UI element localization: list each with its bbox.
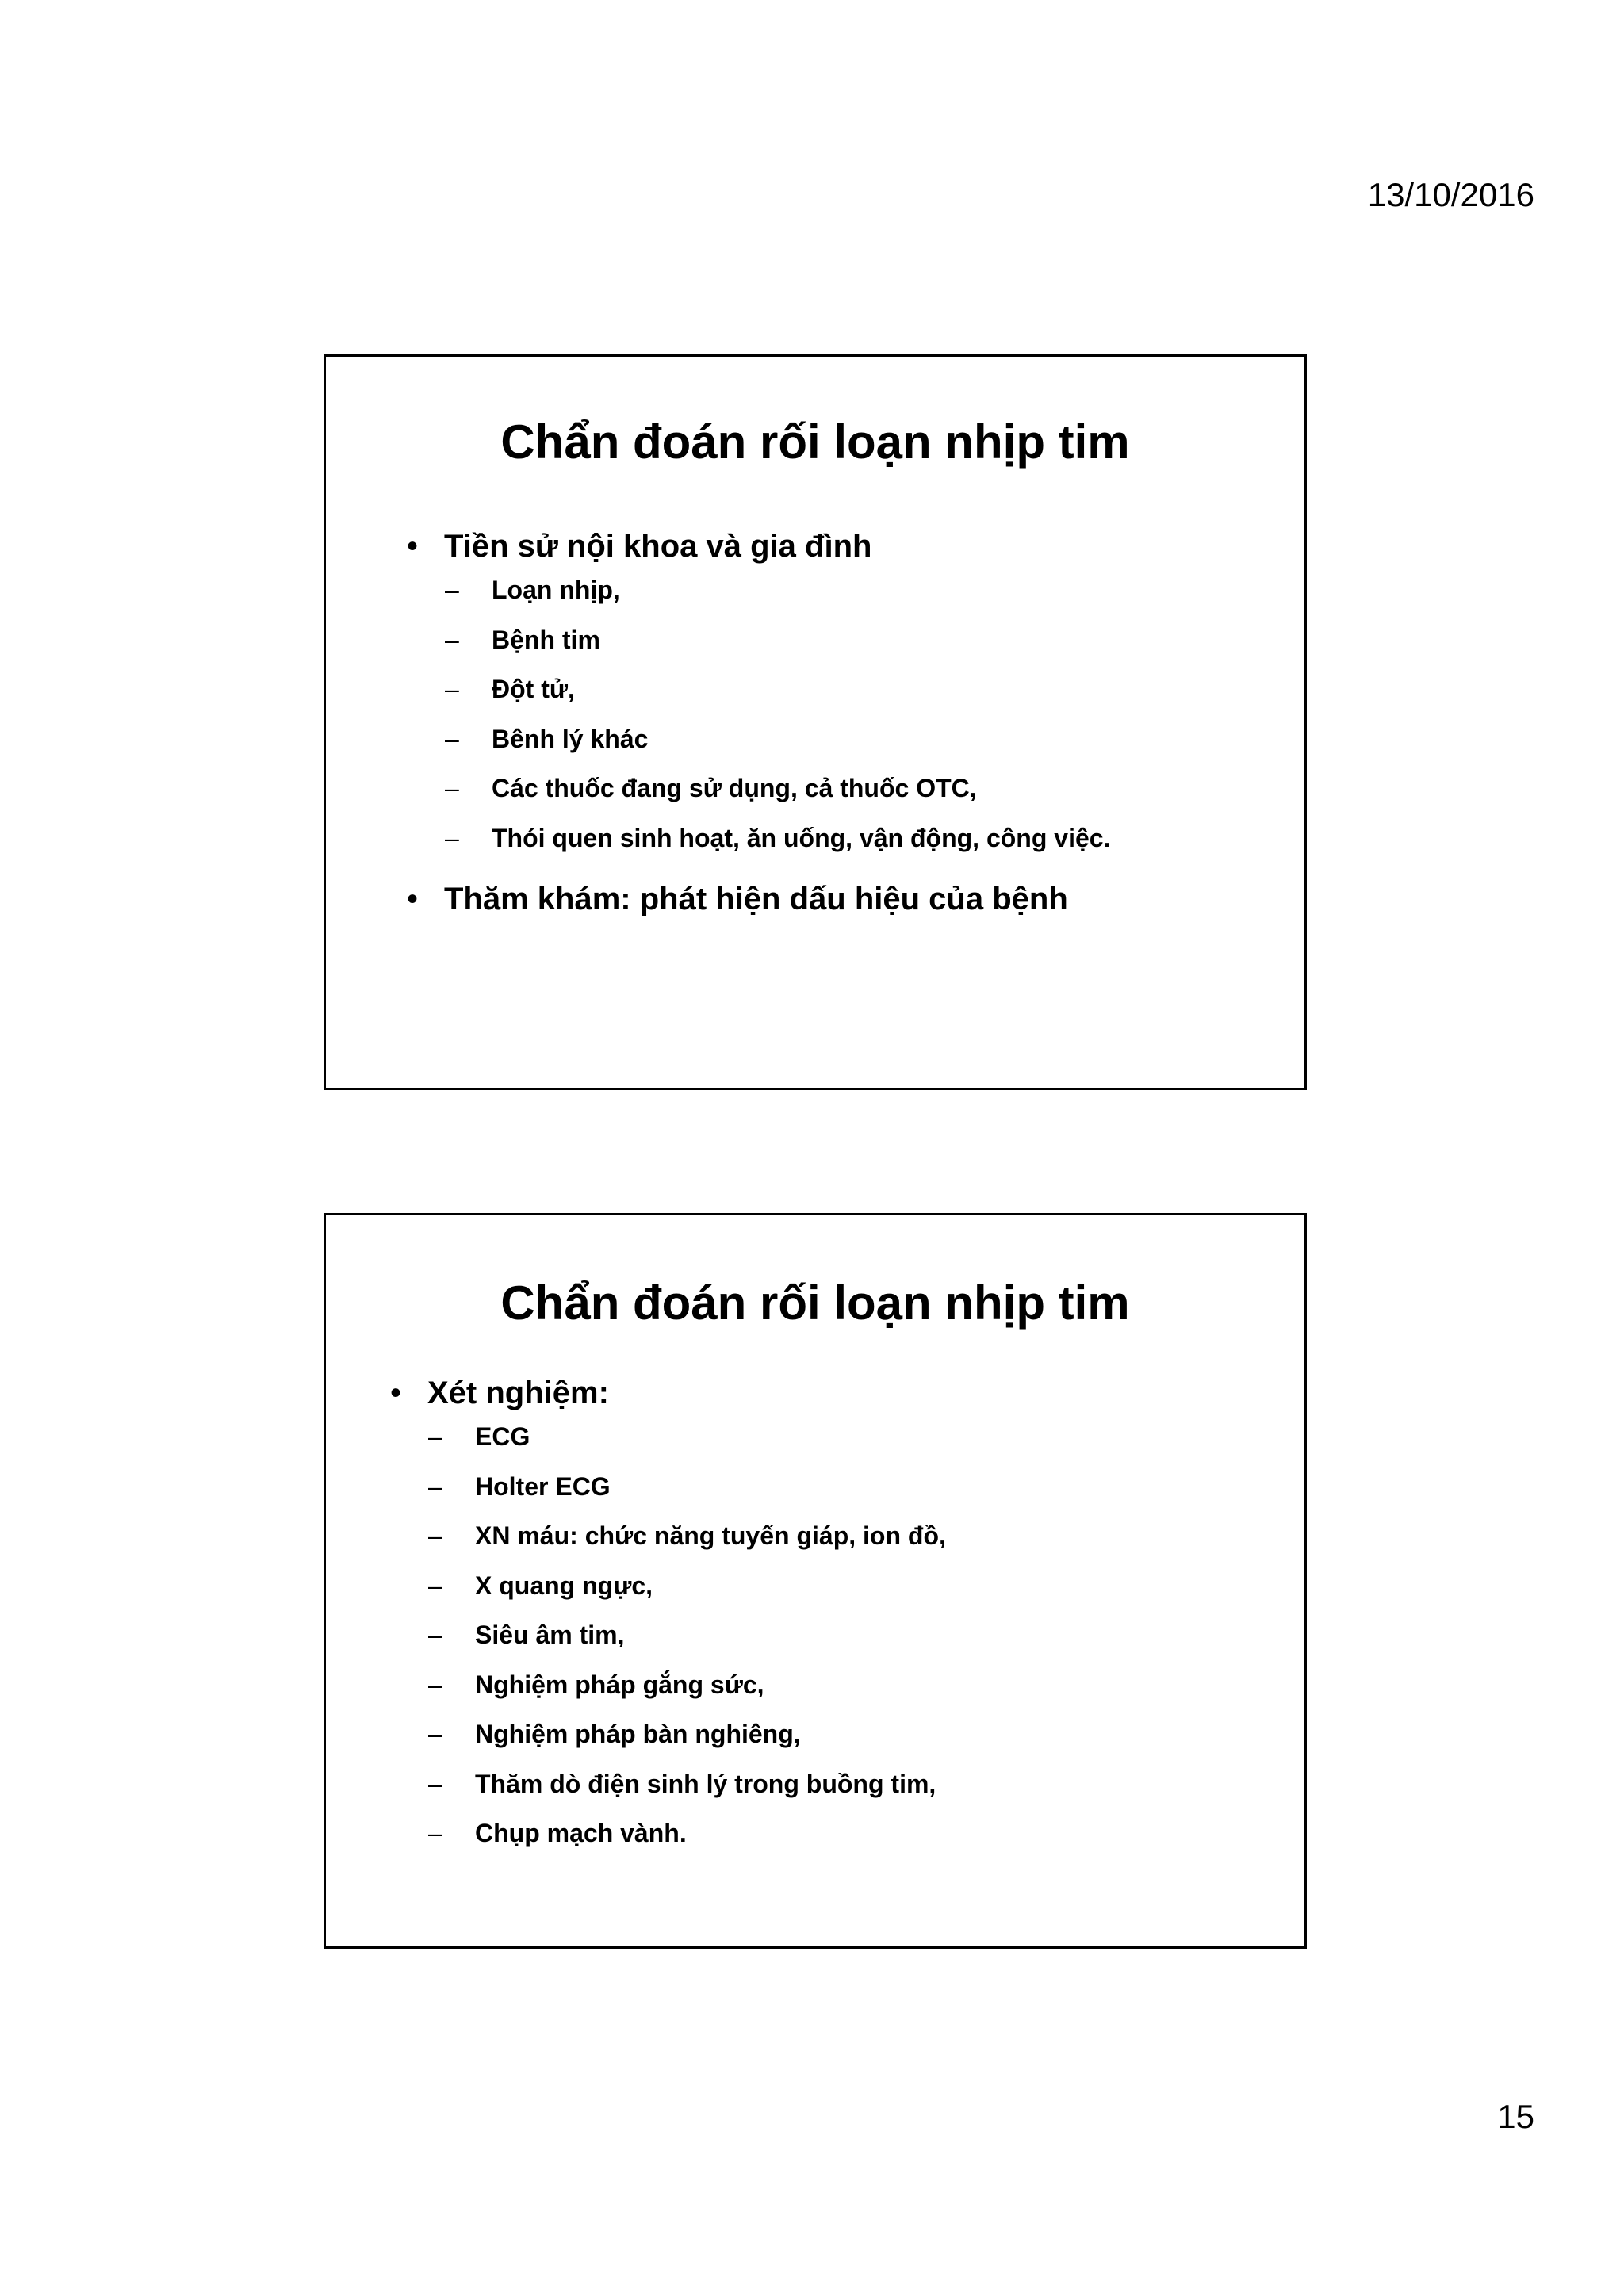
sub-item-text: X quang ngực, [475,1571,653,1600]
slide-2 [324,1213,1307,1949]
dash-icon: – [445,576,459,604]
bullet-text: Thăm khám: phát hiện dấu hiệu của bệnh [444,882,1068,916]
sub-item [428,1767,1304,1817]
sub-item-text: Đột tử, [492,675,575,703]
dash-icon: – [428,1521,442,1550]
dash-icon: – [445,724,459,753]
sub-item [428,1618,1304,1668]
dash-icon: – [445,625,459,654]
bullet-dot-icon: • [407,882,419,916]
sub-item [428,1569,1304,1619]
bullet-text: Tiền sử nội khoa và gia đình [444,529,872,564]
sub-item-text: Nghiệm pháp bàn nghiêng, [475,1720,801,1748]
sub-item-text: Chụp mạch vành. [475,1819,687,1847]
dash-icon: – [445,675,459,703]
sub-item [445,722,1304,772]
page-date: 13/10/2016 [1367,176,1534,213]
sub-item [428,1668,1304,1718]
dash-icon: – [428,1720,442,1748]
sub-item [428,1717,1304,1767]
sub-item-text: Bênh lý khác [492,724,649,753]
dash-icon: – [428,1422,442,1451]
dash-icon: – [445,823,459,852]
sub-list [445,573,1304,871]
dash-icon: – [428,1819,442,1847]
sub-item-text: Các thuốc đang sử dụng, cả thuốc OTC, [492,774,977,802]
dash-icon: – [445,774,459,802]
sub-item [428,1470,1304,1520]
bullet-dot-icon: • [407,529,419,564]
sub-item [428,1816,1304,1866]
slide-1 [324,354,1307,1090]
dash-icon: – [428,1621,442,1649]
sub-item-text: Loạn nhịp, [492,576,620,604]
sub-item [445,821,1304,871]
sub-item-text: Nghiệm pháp gắng sức, [475,1670,764,1699]
sub-item [445,672,1304,722]
sub-item [445,771,1304,821]
bullet-item [326,1374,1304,1866]
dash-icon: – [428,1571,442,1600]
sub-item-text: ECG [475,1422,530,1451]
bullet-text: Xét nghiệm: [427,1376,609,1410]
slide-title: Chẩn đoán rối loạn nhịp tim [500,415,1130,469]
sub-item-text: XN máu: chức năng tuyến giáp, ion đồ, [475,1521,946,1550]
bullet-list [326,1374,1304,1876]
sub-item [428,1519,1304,1569]
bullet-item [326,527,1304,871]
dash-icon: – [428,1670,442,1699]
dash-icon: – [428,1769,442,1798]
bullet-item [326,880,1304,918]
sub-item-text: Bệnh tim [492,625,600,654]
sub-item-text: Thăm dò điện sinh lý trong buồng tim, [475,1769,936,1798]
bullet-dot-icon: • [390,1376,402,1410]
sub-item-text: Holter ECG [475,1471,611,1501]
sub-list [428,1420,1304,1866]
slide-title: Chẩn đoán rối loạn nhịp tim [500,1276,1130,1330]
sub-item-text: Siêu âm tim, [475,1621,625,1649]
sub-item [428,1420,1304,1470]
dash-icon: – [428,1471,442,1501]
bullet-list [326,527,1304,918]
page-number: 15 [1497,2098,1534,2135]
sub-item-text: Thói quen sinh hoạt, ăn uống, vận động, công việc. [492,823,1111,852]
sub-item [445,623,1304,673]
sub-item [445,573,1304,623]
